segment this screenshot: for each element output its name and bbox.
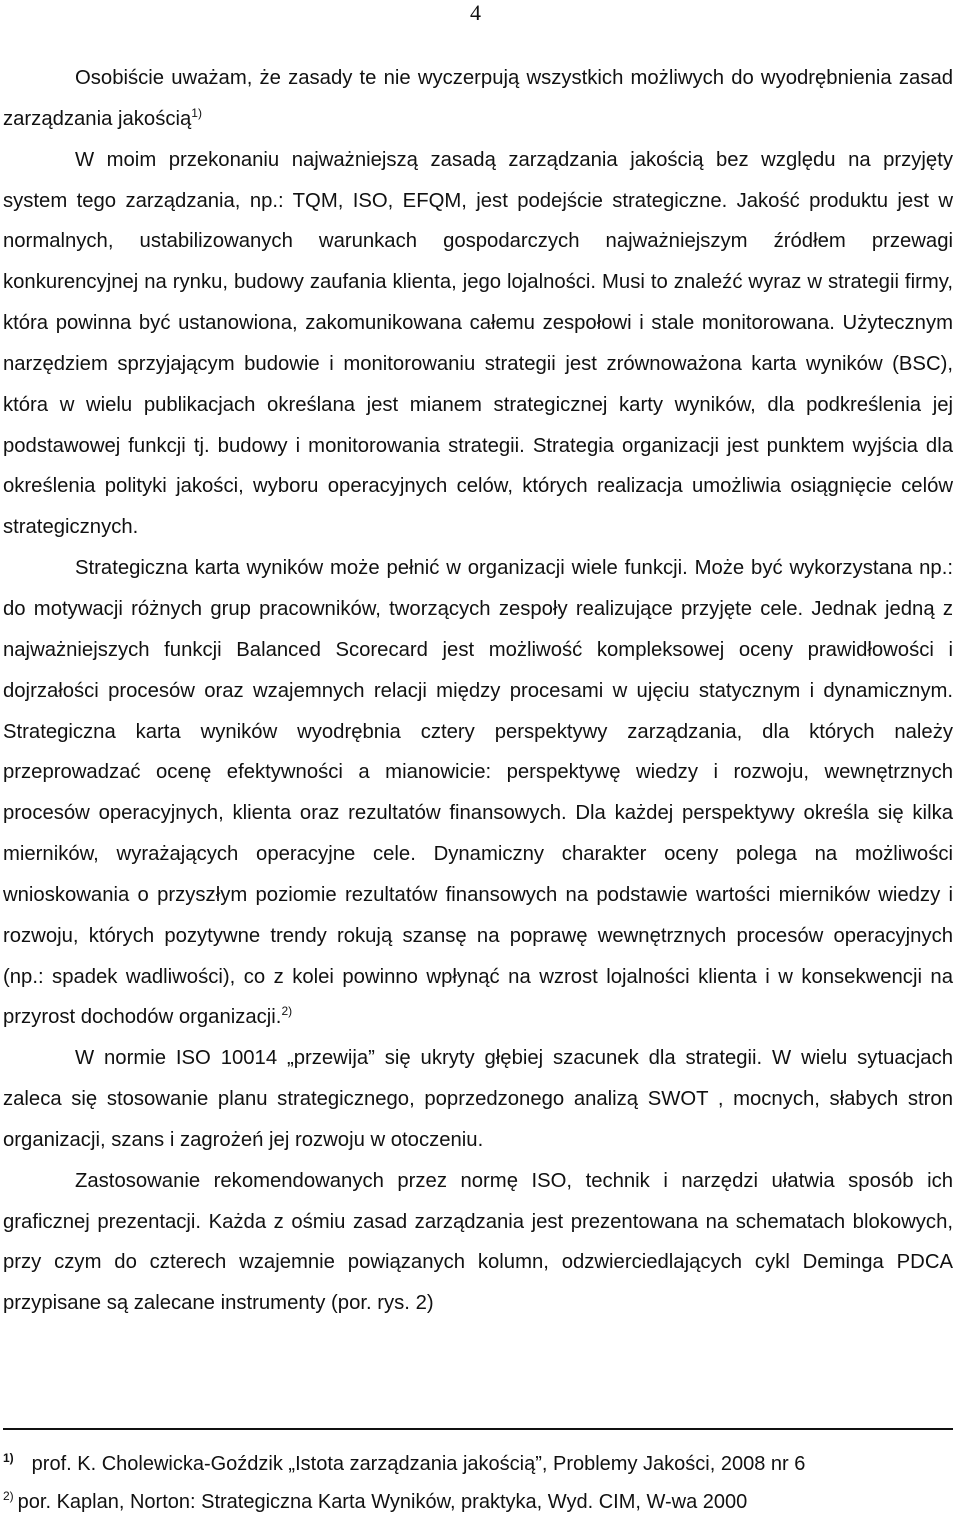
footnote-mark: 2) <box>3 1489 14 1504</box>
footnote-2 <box>3 1483 953 1521</box>
body-text <box>3 58 953 1324</box>
paragraph-strategic-approach <box>3 140 953 548</box>
footnote-reference: 1) <box>191 106 202 121</box>
paragraph-text: Osobiście uważam, że zasady te nie wyczerpują wszystkich możliwych do wyodrębnienia zasad zarządzania jakością <box>3 67 953 130</box>
footnote-text: por. Kaplan, Norton: Strategiczna Karta Wyników, praktyka, Wyd. CIM, W-wa 2000 <box>17 1491 748 1513</box>
footnotes <box>3 1445 953 1521</box>
footnote-text: prof. K. Cholewicka-Goździk „Istota zarządzania jakością”, Problemy Jakości, 2008 nr 6 <box>31 1453 806 1475</box>
paragraph-text: Strategiczna karta wyników może pełnić w organizacji wiele funkcji. Może być wykorzystana np.: do motywacji różnych grup pracowników, tworzących zespoły realizujące przyjęte cele. Jednak jedną z najważniejszych funkcji Balanced Scorecard jest możliwość kompleksowej oceny prawidłowości i dojrzałości procesów oraz wzajemnych relacji między procesami w ujęciu statycznym i dynamicznym. Strategiczna karta wyników wyodrębnia cztery perspektywy zarządzania, dla których należy przeprowadzać ocenę efektywności a mianowicie: perspektywę wiedzy i rozwoju, wewnętrznych procesów operacyjnych, klienta oraz rezultatów finansowych. Dla każdej perspektywy określa się kilka mierników, wyrażających operacyjne cele. Dynamiczny charakter oceny polega na możliwości wnioskowania o przyszłym poziomie rezultatów finansowych na podstawie wartości mierników wiedzy i rozwoju, których pozytywne trendy rokują szansę na poprawę wewnętrznych procesów operacyjnych (np.: spadek wadliwości), co z kolei powinno wpłynąć na wzrost lojalności klienta i w konsekwencji na przyrost dochodów organizacji. <box>3 557 953 1029</box>
paragraph-iso-tools <box>3 1161 953 1324</box>
paragraph-text: W normie ISO 10014 „przewija” się ukryty głębiej szacunek dla strategii. W wielu sytuacjach zaleca się stosowanie planu strategicznego, poprzedzonego analizą SWOT , mocnych, słabych stron organizacji, szans i zagrożeń jej rozwoju w otoczeniu. <box>3 1047 953 1151</box>
page-number: 4 <box>470 0 481 25</box>
footnote-mark: 1) <box>3 1451 14 1466</box>
footnote-reference: 2) <box>281 1004 293 1019</box>
paragraph-iso-10014 <box>3 1038 953 1161</box>
footnote-1 <box>3 1445 953 1483</box>
paragraph-text: W moim przekonaniu najważniejszą zasadą zarządzania jakością bez względu na przyjęty system tego zarządzania, np.: TQM, ISO, EFQM, jest podejście strategiczne. Jakość produktu jest w normalnych, ustabilizowanych warunkach gospodarczych najważniejszym źródłem przewagi konkurencyjnej na rynku, budowy zaufania klienta, jego lojalności. Musi to znaleźć wyraz w strategii firmy, która powinna być ustanowiona, zakomunikowana całemu zespołowi i stale monitorowana. Użytecznym narzędziem sprzyjającym budowie i monitorowaniu strategii jest zrównoważona karta wyników (BSC), która w wielu publikacjach określana jest mianem strategicznej karty wyników, dla podkreślenia jej podstawowej funkcji tj. budowy i monitorowania strategii. Strategia organizacji jest punktem wyjścia dla określenia polityki jakości, wyboru operacyjnych celów, których realizacja umożliwia osiągnięcie celów strategicznych. <box>3 148 953 539</box>
paragraph-scorecard-functions <box>3 548 953 1038</box>
paragraph-text: Zastosowanie rekomendowanych przez normę ISO, technik i narzędzi ułatwia sposób ich graficznej prezentacji. Każda z ośmiu zasad zarządzania jest prezentowana na schematach blokowych, przy czym do czterech wzajemnie powiązanych kolumn, odzwierciedlających cykl Deminga PDCA przypisane są zalecane instrumenty (por. rys. 2) <box>3 1169 953 1315</box>
footnote-separator <box>3 1428 953 1430</box>
paragraph-opinion <box>3 58 953 140</box>
